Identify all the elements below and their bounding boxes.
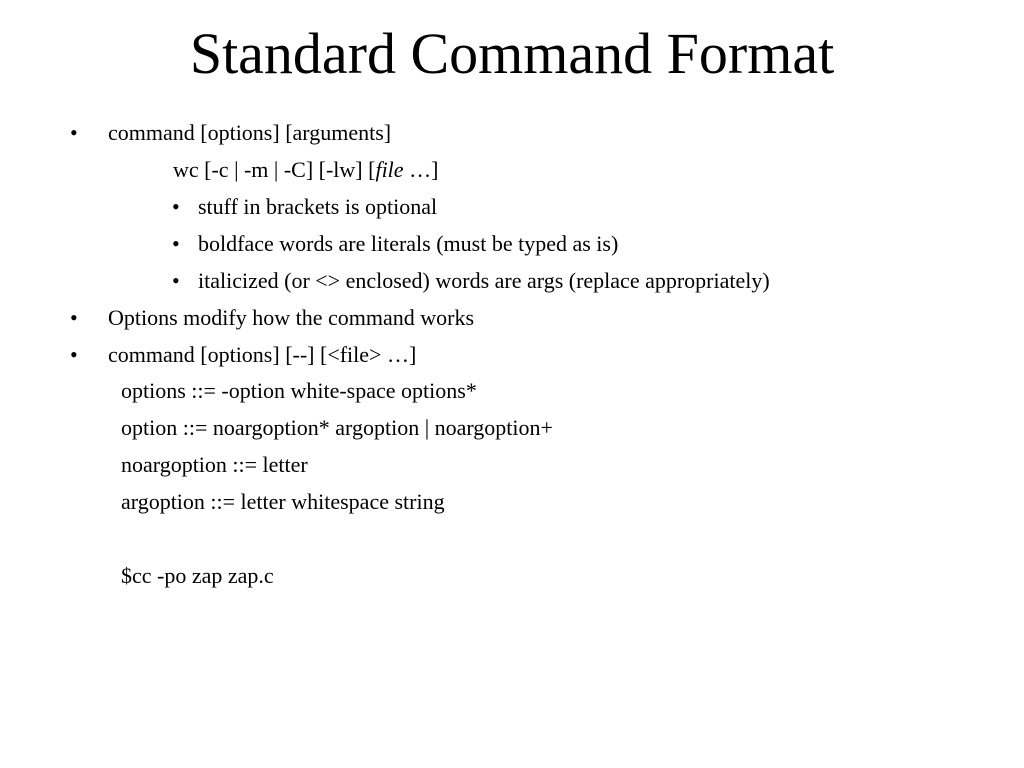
wc-syntax-file-arg: file [375, 157, 404, 182]
slide-title: Standard Command Format [189, 21, 835, 86]
grammar-noargoption: noargoption ::= letter [121, 452, 308, 477]
bullet-marker: • [70, 305, 78, 330]
example-command: $cc -po zap zap.c [121, 563, 274, 588]
bullet-options-modify: Options modify how the command works [108, 305, 475, 330]
grammar-options: options ::= -option white-space options* [121, 378, 477, 403]
grammar-argoption: argoption ::= letter whitespace string [121, 489, 445, 514]
bullet-command-format: command [options] [arguments] [108, 120, 392, 145]
bullet-marker: • [70, 120, 78, 145]
sub-bullet-marker: • [172, 268, 180, 293]
sub-bullet-boldface: boldface words are literals (must be typed as is) [198, 231, 619, 256]
sub-bullet-marker: • [172, 231, 180, 256]
bullet-marker: • [70, 342, 78, 367]
wc-syntax-prefix: wc [-c | -m | -C] [-lw] [ [173, 157, 376, 182]
wc-syntax-line [173, 155, 438, 185]
sub-bullet-marker: • [172, 194, 180, 219]
grammar-option: option ::= noargoption* argoption | noargoption+ [121, 415, 553, 440]
wc-syntax-suffix: …] [403, 157, 439, 182]
bullet-command-grammar: command [options] [--] [<file> …] [108, 342, 417, 367]
sub-bullet-brackets: stuff in brackets is optional [198, 194, 438, 219]
sub-bullet-italicized: italicized (or <> enclosed) words are args (replace appropriately) [198, 268, 770, 293]
